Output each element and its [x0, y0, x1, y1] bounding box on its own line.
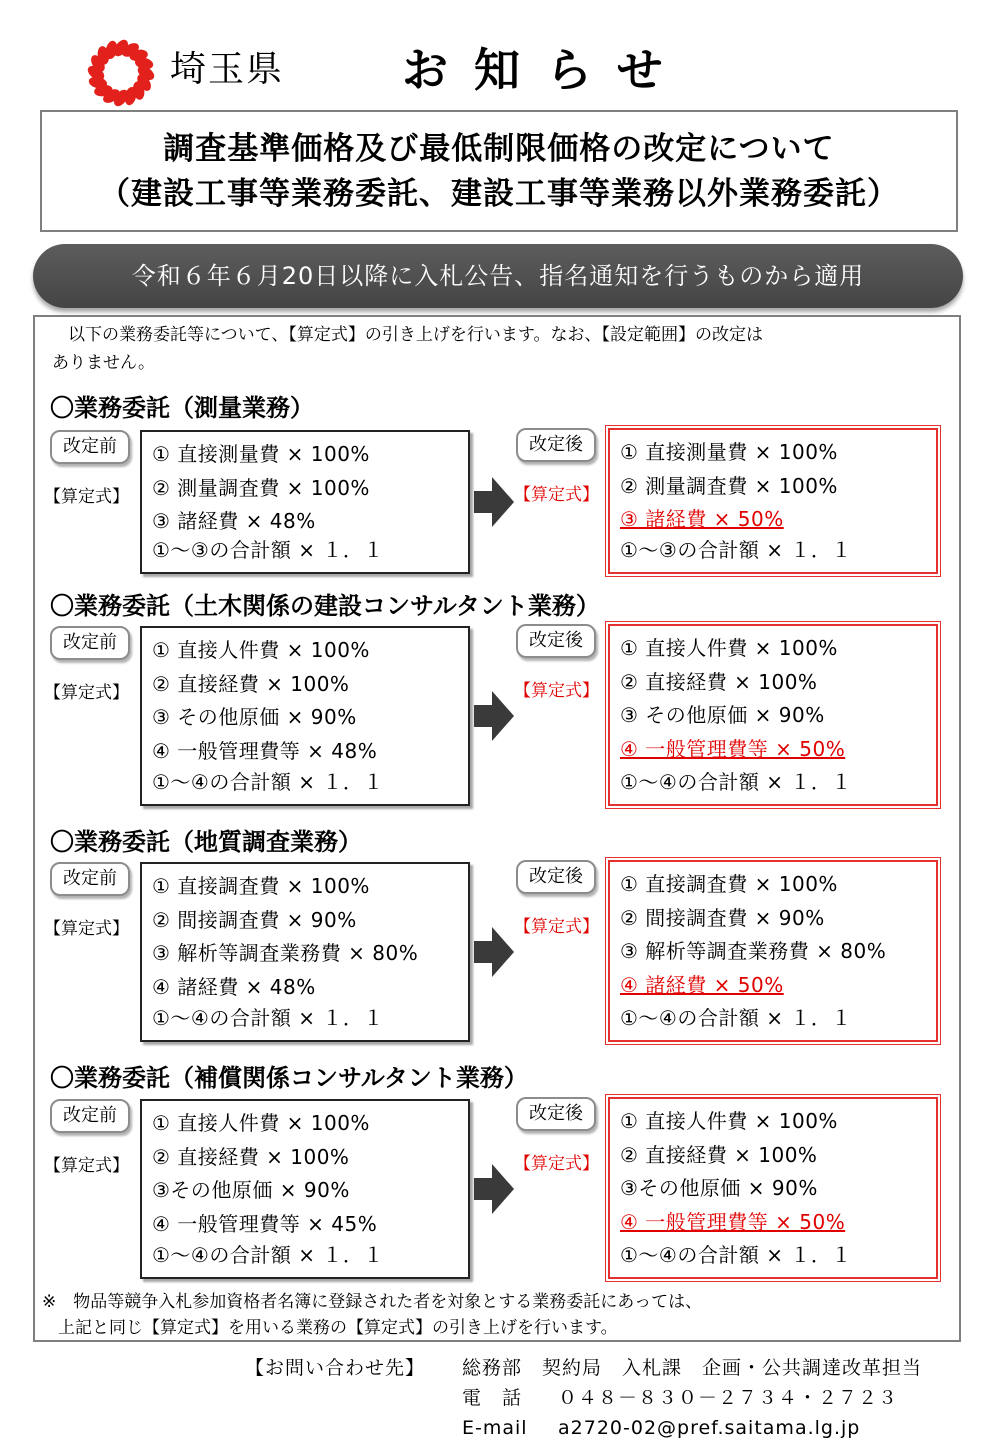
- formula-label-changed: 【算定式】: [514, 1154, 599, 1174]
- title-line-1: 調査基準価格及び最低制限価格の改定について: [163, 131, 835, 167]
- saitama-prefecture-logo-icon: [84, 36, 158, 110]
- formula-line: ③ 諸経費 × 48%: [152, 509, 316, 533]
- formula-line: ③その他原価 × 90%: [152, 1178, 350, 1202]
- formula-line: ② 測量調査費 × 100%: [152, 475, 370, 500]
- formula-label: 【算定式】: [44, 487, 129, 507]
- formula-line: ①～④の合計額 × １．１: [620, 770, 852, 794]
- before-label: 改定前: [50, 626, 130, 660]
- section-heading: 〇業務委託（地質調査業務）: [50, 828, 362, 856]
- formula-line-changed: ④ 諸経費 × 50%: [620, 972, 784, 997]
- after-formula-box: [608, 1097, 938, 1279]
- right-arrow-icon: [474, 477, 514, 527]
- contact-email[interactable]: a2720-02@pref.saitama.lg.jp: [558, 1417, 861, 1439]
- effective-date-banner: [33, 244, 963, 308]
- before-formula-box: [140, 430, 470, 574]
- formula-line: ③ その他原価 × 90%: [152, 705, 357, 729]
- formula-line: ① 直接人件費 × 100%: [152, 638, 370, 662]
- after-formula-box: [608, 624, 938, 806]
- before-label: 改定前: [50, 430, 130, 464]
- formula-line: ①～④の合計額 × １．１: [620, 1243, 852, 1267]
- before-formula-box: [140, 626, 470, 806]
- formula-line: ① 直接人件費 × 100%: [620, 1109, 838, 1133]
- footnote-line-1: ※ 物品等競争入札参加資格者名簿に登録された者を対象とする業務委託にあっては、: [42, 1292, 703, 1312]
- title-box: [40, 110, 958, 232]
- intro-line-1: 以下の業務委託等について、【算定式】の引き上げを行います。なお、【設定範囲】の改定は: [68, 325, 763, 345]
- formula-line: ① 直接測量費 × 100%: [152, 442, 370, 466]
- formula-line: ② 間接調査費 × 90%: [152, 907, 357, 932]
- formula-line: ② 直接経費 × 100%: [152, 1144, 350, 1169]
- before-label: 改定前: [50, 862, 130, 896]
- after-label: 改定後: [516, 624, 596, 658]
- formula-label: 【算定式】: [44, 683, 129, 703]
- formula-label: 【算定式】: [44, 1156, 129, 1176]
- section-heading: 〇業務委託（補償関係コンサルタント業務）: [50, 1064, 528, 1092]
- formula-line: ①～③の合計額 × １．１: [620, 538, 852, 562]
- formula-line: ① 直接調査費 × 100%: [620, 872, 838, 896]
- banner-text: 令和６年６月20日以降に入札公告、指名通知を行うものから適用: [131, 262, 865, 290]
- formula-line: ④ 諸経費 × 48%: [152, 974, 316, 999]
- contact-label: 【お問い合わせ先】: [245, 1357, 426, 1379]
- right-arrow-icon: [474, 691, 514, 741]
- contact-email-label: E-mail: [462, 1417, 528, 1439]
- formula-line-changed: ④ 一般管理費等 × 50%: [620, 736, 846, 761]
- section-heading: 〇業務委託（測量業務）: [50, 394, 314, 422]
- formula-line-changed: ④ 一般管理費等 × 50%: [620, 1209, 846, 1234]
- formula-label-changed: 【算定式】: [514, 917, 599, 937]
- formula-line: ④ 一般管理費等 × 48%: [152, 738, 378, 763]
- after-label: 改定後: [516, 860, 596, 894]
- prefecture-name: 埼玉県: [170, 49, 285, 90]
- formula-line: ①～③の合計額 × １．１: [152, 538, 384, 562]
- after-label: 改定後: [516, 1097, 596, 1131]
- formula-label-changed: 【算定式】: [514, 485, 599, 505]
- title-line-2: （建設工事等業務委託、建設工事等業務以外業務委託）: [99, 176, 899, 212]
- formula-line: ③ その他原価 × 90%: [620, 703, 825, 727]
- section-heading: 〇業務委託（土木関係の建設コンサルタント業務）: [50, 592, 600, 620]
- formula-line: ①～④の合計額 × １．１: [152, 1243, 384, 1267]
- formula-line: ② 測量調査費 × 100%: [620, 473, 838, 498]
- formula-line-changed: ③ 諸経費 × 50%: [620, 507, 784, 531]
- formula-line: ①～④の合計額 × １．１: [620, 1006, 852, 1030]
- formula-line: ② 間接調査費 × 90%: [620, 905, 825, 930]
- formula-line: ① 直接人件費 × 100%: [152, 1111, 370, 1135]
- before-formula-box: [140, 1099, 470, 1279]
- formula-line: ①～④の合計額 × １．１: [152, 770, 384, 794]
- before-formula-box: [140, 862, 470, 1042]
- footnote-line-2: 上記と同じ【算定式】を用いる業務の【算定式】の引き上げを行います。: [58, 1318, 618, 1338]
- intro-line-2: ありません。: [52, 353, 156, 373]
- formula-line: ③ 解析等調査業務費 × 80%: [152, 941, 419, 965]
- contact-phone-label: 電 話: [462, 1387, 523, 1409]
- after-formula-box: [608, 860, 938, 1042]
- formula-label-changed: 【算定式】: [514, 681, 599, 701]
- formula-line: ③ 解析等調査業務費 × 80%: [620, 939, 887, 963]
- formula-line: ① 直接人件費 × 100%: [620, 636, 838, 660]
- formula-line: ② 直接経費 × 100%: [620, 1142, 818, 1167]
- contact-department: 総務部 契約局 入札課 企画・公共調達改革担当: [462, 1357, 923, 1379]
- before-label: 改定前: [50, 1099, 130, 1133]
- formula-line: ② 直接経費 × 100%: [152, 671, 350, 696]
- formula-line: ④ 一般管理費等 × 45%: [152, 1211, 378, 1236]
- contact-phone: ０４８－８３０－２７３４・２７２３: [558, 1387, 899, 1409]
- formula-line: ① 直接測量費 × 100%: [620, 440, 838, 464]
- formula-line: ①～④の合計額 × １．１: [152, 1006, 384, 1030]
- formula-line: ② 直接経費 × 100%: [620, 669, 818, 694]
- right-arrow-icon: [474, 1164, 514, 1214]
- notice-heading: お知らせ: [402, 43, 689, 97]
- after-label: 改定後: [516, 428, 596, 462]
- formula-line: ① 直接調査費 × 100%: [152, 874, 370, 898]
- formula-line: ③その他原価 × 90%: [620, 1176, 818, 1200]
- right-arrow-icon: [474, 927, 514, 977]
- after-formula-box: [608, 428, 938, 574]
- formula-label: 【算定式】: [44, 919, 129, 939]
